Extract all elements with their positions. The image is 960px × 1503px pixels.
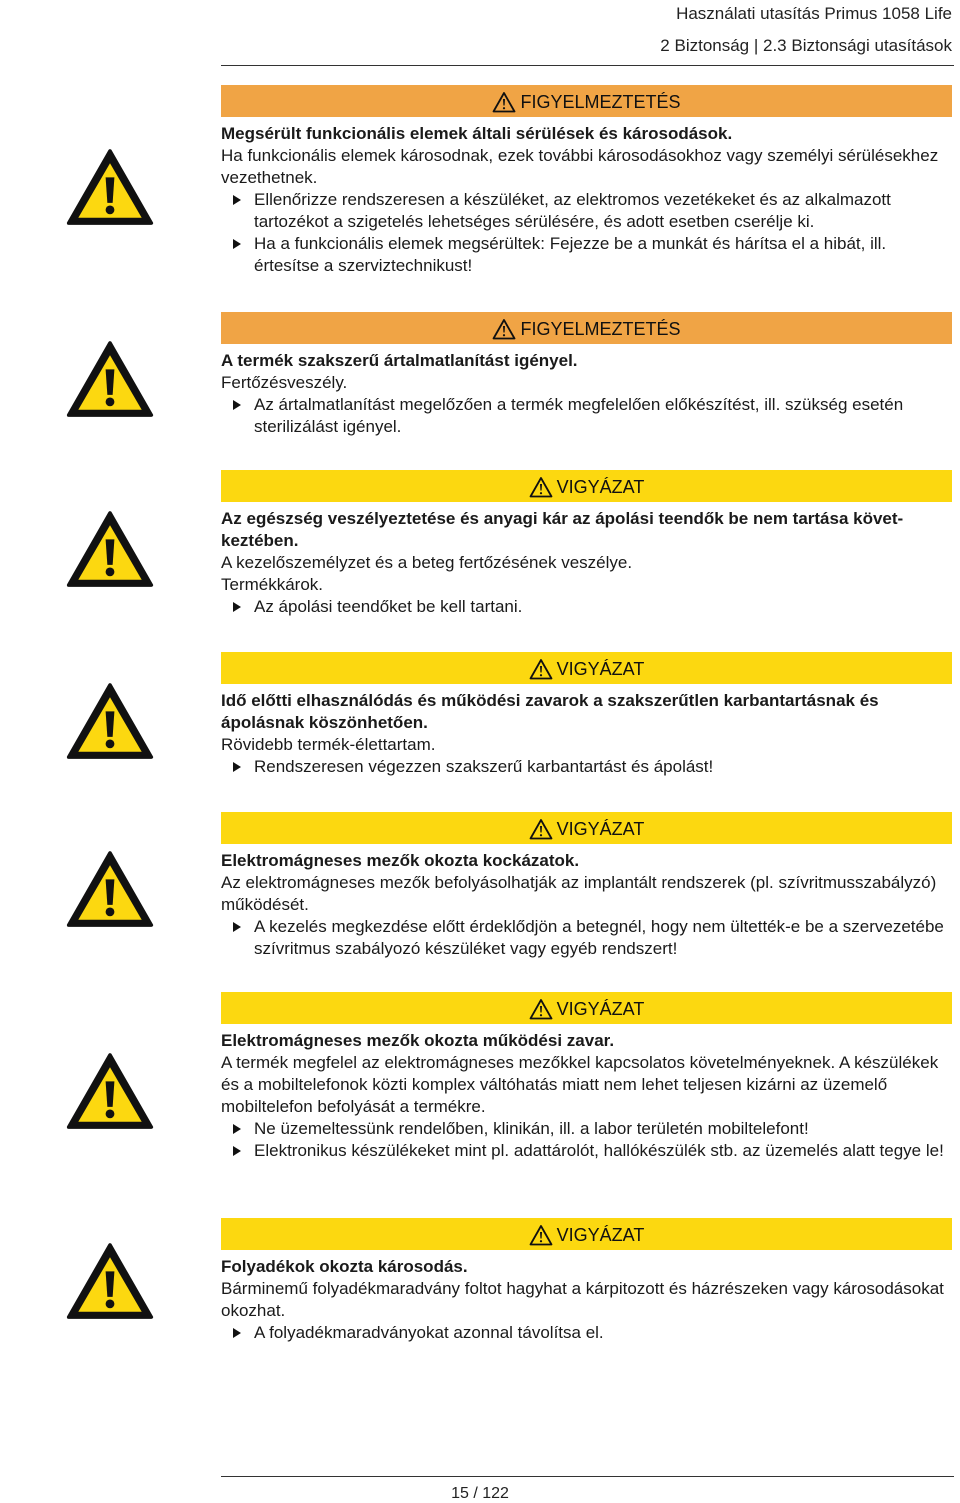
signal-word-band [221, 470, 952, 502]
notice-text: A termék megfelel az elektromágneses mezőkkel kapcsolatos követelményeknek. A készülékek és a mobiltelefonok közti komplex váltóhatás miatt nem lehet teljesen kizárni az üzemelő mobiltelefon befolyását a termékre. [221, 1053, 939, 1116]
notice-content [221, 85, 952, 277]
signal-word: VIGYÁZAT [556, 659, 645, 679]
signal-word: VIGYÁZAT [556, 819, 645, 839]
warning-triangle-icon [66, 510, 154, 588]
notice-title: Elektromágneses mezők okozta működési zavar. [221, 1031, 615, 1050]
notice-title: Idő előtti elhasználódás és működési zavarok a szakszerűtlen karbantartásnak és ápolásnak köszönhetően. [221, 691, 879, 732]
notice-title: Az egészség veszélyeztetése és anyagi kár az ápolási teendők be nem tartása következtében. [221, 509, 904, 550]
instruction-item: A folyadékmaradványokat azonnal távolítsa el. [221, 1322, 952, 1344]
instruction-item: Elektronikus készülékeket mint pl. adattárolót, hallókészülék stb. az üzemelés alatt tegye le! [221, 1140, 952, 1162]
signal-warning-icon [529, 658, 553, 680]
notice-title: A termék szakszerű ártalmatlanítást igényel. [221, 351, 578, 370]
notice-text: Rövidebb termék-élettartam. [221, 735, 436, 754]
signal-warning-icon [529, 1224, 553, 1246]
warning-triangle-icon [66, 148, 154, 226]
signal-word: VIGYÁZAT [556, 477, 645, 497]
breadcrumb: 2 Biztonság | 2.3 Biztonsági utasítások [660, 36, 952, 55]
warning-sign-icon [66, 682, 154, 760]
instruction-item: Ha a funkcionális elemek megsérültek: Fejezze be a munkát és hárítsa el a hibát, ill. értesítse a szerviztechnikust! [221, 233, 952, 277]
instruction-item: A kezelés megkezdése előtt érdeklődjön a betegnél, hogy nem ültették-e be a szervezetébe szívritmus szabályozó készüléket vagy egyéb rendszert! [221, 916, 952, 960]
warning-sign-icon [66, 1242, 154, 1320]
signal-word-band [221, 85, 952, 117]
warning-triangle-icon [66, 850, 154, 928]
instruction-item: Az ápolási teendőket be kell tartani. [221, 596, 952, 618]
signal-warning-icon [529, 476, 553, 498]
signal-warning-icon [529, 998, 553, 1020]
warning-triangle-icon [66, 340, 154, 418]
signal-warning-icon [492, 91, 516, 113]
signal-word-band [221, 312, 952, 344]
notice-content [221, 312, 952, 438]
notice-content [221, 1218, 952, 1344]
notice-title: Megsérült funkcionális elemek általi sérülések és károsodások. [221, 124, 733, 143]
warning-triangle-icon [66, 682, 154, 760]
notice-text: Bárminemű folyadékmaradvány foltot hagyhat a kárpitozott és házrészeken vagy károsodásokat okozhat. [221, 1279, 944, 1320]
notice-text: Ha funkcionális elemek károsodnak, ezek további károsodásokhoz vagy személyi sérülésekhez vezethetnek. [221, 146, 939, 187]
signal-warning-icon [492, 318, 516, 340]
notice-text: Az elektromágneses mezők befolyásolhatják az implantált rendszerek (pl. szívritmusszabályzó) működését. [221, 873, 937, 914]
signal-word: VIGYÁZAT [556, 1225, 645, 1245]
notice-title: Elektromágneses mezők okozta kockázatok. [221, 851, 580, 870]
notice-text: Fertőzésveszély. [221, 373, 348, 392]
signal-word: FIGYELMEZTETÉS [520, 319, 681, 339]
signal-word-band [221, 652, 952, 684]
notice-content [221, 992, 952, 1162]
signal-word: VIGYÁZAT [556, 999, 645, 1019]
notice-content [221, 470, 952, 618]
warning-sign-icon [66, 510, 154, 588]
page-number: 15 / 122 [451, 1485, 509, 1502]
instruction-item: Az ártalmatlanítást megelőzően a termék megfelelően előkészítést, ill. szükség esetén sterilizálást igényel. [221, 394, 952, 438]
instruction-item: Rendszeresen végezzen szakszerű karbantartást és ápolást! [221, 756, 952, 778]
instruction-item: Ellenőrizze rendszeresen a készüléket, az elektromos vezetékeket és az alkalmazott tartozékot a szigetelés lehetséges sérülésére, és adott esetben cserélje ki. [221, 189, 952, 233]
warning-sign-icon [66, 1052, 154, 1130]
signal-word-band [221, 1218, 952, 1250]
notice-content [221, 652, 952, 778]
notice-text: A kezelőszemélyzet és a beteg fertőzésének veszélye. [221, 553, 633, 572]
signal-word-band [221, 812, 952, 844]
warning-sign-icon [66, 340, 154, 418]
signal-warning-icon [529, 818, 553, 840]
warning-sign-icon [66, 148, 154, 226]
warning-sign-icon [66, 850, 154, 928]
notice-title: Folyadékok okozta károsodás. [221, 1257, 468, 1276]
document-title: Használati utasítás Primus 1058 Life [676, 4, 952, 23]
warning-triangle-icon [66, 1242, 154, 1320]
warning-triangle-icon [66, 1052, 154, 1130]
signal-word: FIGYELMEZTETÉS [520, 92, 681, 112]
notice-text: Termékkárok. [221, 575, 324, 594]
instruction-item: Ne üzemeltessünk rendelőben, klinikán, ill. a labor területén mobiltelefont! [221, 1118, 952, 1140]
notice-content [221, 812, 952, 960]
header-divider [221, 65, 954, 66]
signal-word-band [221, 992, 952, 1024]
footer-divider [221, 1476, 954, 1477]
